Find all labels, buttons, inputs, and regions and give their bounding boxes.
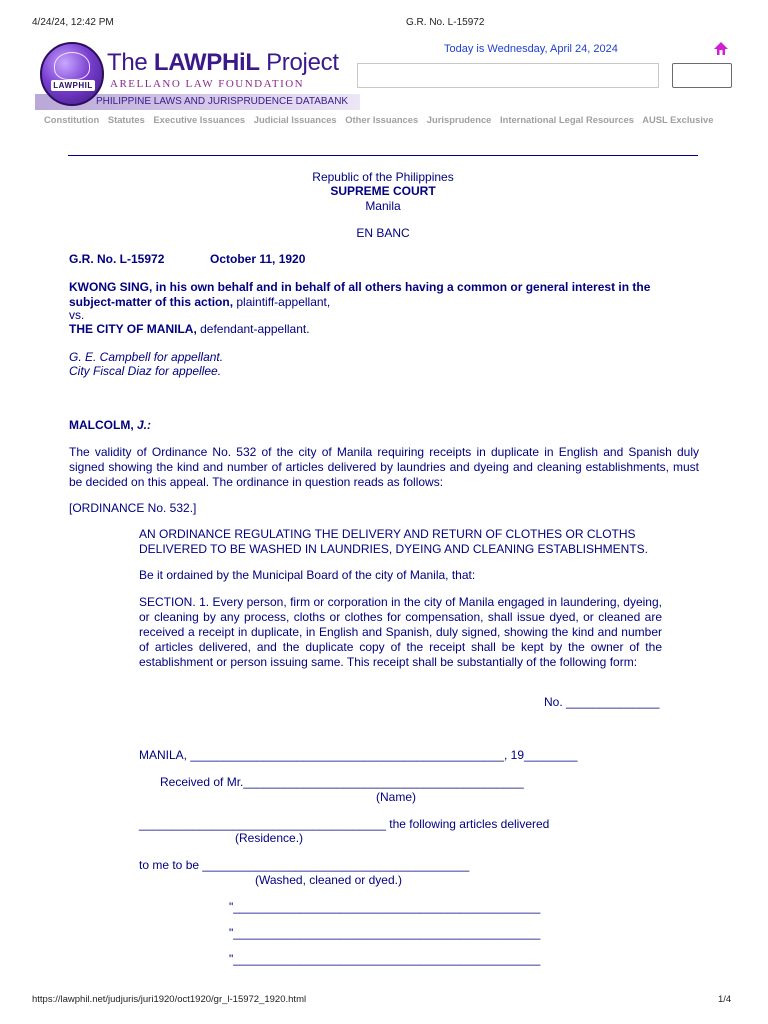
counsel-appellee: City Fiscal Diaz for appellee. xyxy=(69,364,222,378)
print-title: G.R. No. L-15972 xyxy=(406,17,485,28)
form-washed-caption: (Washed, cleaned or dyed.) xyxy=(255,873,402,887)
nav-international-legal-resources[interactable]: International Legal Resources xyxy=(500,114,634,125)
republic: Republic of the Philippines xyxy=(312,170,454,184)
form-manila-line: MANILA, _______________________________________________, 19________ xyxy=(139,748,578,762)
section-1: SECTION. 1. Every person, firm or corporation in the city of Manila engaged in laundering, dyeing, or cleaning by any process, cloths or clothes for compensation, shall issue dyed, or cleaned are received a receipt in duplicate, in English and Spanish, duly signed, showing the kind and number of articles delivered, and the duplicate copy of the receipt shall be kept by the owner of the establishment or person issuing same. This receipt shall be substantially of the following form: xyxy=(139,595,662,669)
nav-executive-issuances[interactable]: Executive Issuances xyxy=(153,114,246,125)
form-number: No. ______________ xyxy=(544,695,660,709)
form-received-line: Received of Mr.__________________________________________ xyxy=(160,775,524,789)
opening-paragraph: The validity of Ordinance No. 532 of the city of Manila requiring receipts in duplicate in English and Spanish duly signed showing the kind and number of articles delivered by laundries and dyeing and cleaning establishments, must be decided on this appeal. The ordinance in question reads as follows: xyxy=(69,445,699,489)
search-input[interactable] xyxy=(357,63,659,88)
party-defendant: THE CITY OF MANILA, defendant-appellant. xyxy=(69,322,310,336)
main-nav xyxy=(44,114,719,125)
seal-text: LAWPHIL xyxy=(51,80,95,91)
print-page-number: 1/4 xyxy=(718,994,732,1005)
print-datetime: 4/24/24, 12:42 PM xyxy=(32,17,114,28)
divider xyxy=(68,155,698,156)
city: Manila xyxy=(365,199,401,213)
nav-judicial-issuances[interactable]: Judicial Issuances xyxy=(253,114,337,125)
ordained-clause: Be it ordained by the Municipal Board of the city of Manila, that: xyxy=(139,568,476,582)
form-article-line-2: "______________________________________________ xyxy=(229,926,541,940)
form-residence-caption: (Residence.) xyxy=(235,831,304,845)
versus: vs. xyxy=(69,308,85,322)
form-tobe-line: to me to be ________________________________________ xyxy=(139,858,470,872)
seal-icon xyxy=(40,42,104,106)
today-date: Today is Wednesday, April 24, 2024 xyxy=(444,43,618,55)
counsel-appellant: G. E. Campbell for appellant. xyxy=(69,350,224,364)
nav-jurisprudence[interactable]: Jurisprudence xyxy=(426,114,492,125)
party-plaintiff: KWONG SING, in his own behalf and in behalf of all others having a common or general interest in the subject-matter of this action, plaintiff-appellant, xyxy=(69,280,651,309)
nav-constitution[interactable]: Constitution xyxy=(44,114,100,125)
logo-subtitle: ARELLANO LAW FOUNDATION xyxy=(110,78,305,90)
ponente: MALCOLM, J.: xyxy=(69,418,151,432)
site-logo[interactable] xyxy=(40,42,350,112)
ordinance-title: AN ORDINANCE REGULATING THE DELIVERY AND RETURN OF CLOTHES OR CLOTHS DELIVERED TO BE WASHED IN LAUNDRIES, DYEING AND CLEANING ESTABLISHMENTS. xyxy=(139,527,649,556)
logo-banner-text: PHILIPPINE LAWS AND JURISPRUDENCE DATABANK xyxy=(96,96,349,107)
logo-title: The LAWPHiL Project xyxy=(107,49,339,76)
nav-ausl-exclusive[interactable]: AUSL Exclusive xyxy=(642,114,714,125)
form-name-caption: (Name) xyxy=(376,790,417,804)
form-article-line-1: "______________________________________________ xyxy=(229,900,541,914)
division: EN BANC xyxy=(356,226,410,240)
print-url: https://lawphil.net/judjuris/juri1920/oct1920/gr_l-15972_1920.html xyxy=(32,994,307,1005)
ordinance-label: [ORDINANCE No. 532.] xyxy=(69,501,197,515)
gr-number: G.R. No. L-15972 xyxy=(69,252,165,266)
home-icon[interactable] xyxy=(713,41,729,57)
form-article-line-3: "______________________________________________ xyxy=(229,952,541,966)
search-button[interactable] xyxy=(672,63,732,88)
decision-date: October 11, 1920 xyxy=(210,252,306,266)
nav-statutes[interactable]: Statutes xyxy=(107,114,145,125)
nav-other-issuances[interactable]: Other Issuances xyxy=(345,114,419,125)
court: SUPREME COURT xyxy=(330,184,436,198)
form-residence-line: _____________________________________ the following articles delivered xyxy=(139,817,550,831)
scales-icon xyxy=(54,52,90,80)
